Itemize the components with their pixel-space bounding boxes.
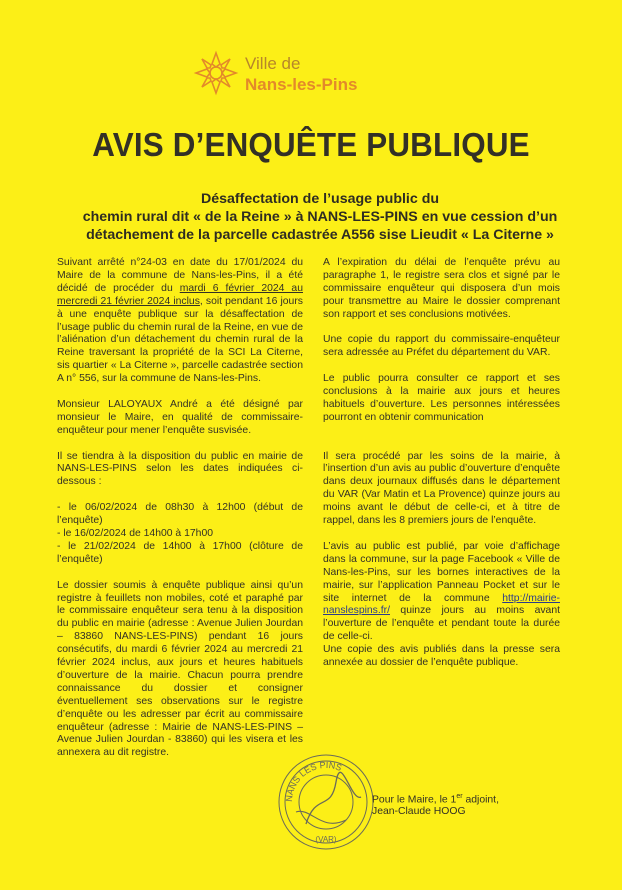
left-column — [57, 257, 303, 773]
paragraph-annex: Une copie des avis publiés dans la presse sera annexée au dossier de l’enquête publique. — [323, 644, 560, 669]
logo-line-ville: Ville de — [245, 54, 301, 73]
date-item: - le 21/02/2024 de 14h00 à 17h00 (clôture de l’enquête) — [57, 540, 303, 565]
notice-subtitle — [40, 190, 600, 244]
permanence-dates — [57, 502, 303, 567]
signatory-name: Jean-Claude HOOG — [372, 806, 466, 817]
paragraph-press: Il sera procédé par les soins de la mairie, à l’insertion d’un avis au public d’ouverture d’enquête dans deux journaux diffusés dans le département du VAR (Var Matin et La Provence) quinze jours au moins avant le début de celle-ci, et à titre de rappel, dans les 8 premiers jours de l’enquête. — [323, 450, 560, 527]
signature-role: Pour le Maire, le 1er adjoint, — [372, 793, 499, 806]
svg-text:NANS LES PINS — [284, 760, 343, 802]
subtitle-line-1: Désaffectation de l’usage public du — [200, 191, 440, 207]
inquiry-dates-underlined: mardi 6 février 2024 au mercredi 21 février 2024 inclus — [57, 282, 303, 307]
town-logo — [193, 50, 393, 100]
paragraph-consultation: Le public pourra consulter ce rapport et ses conclusions à la mairie aux jours et heures habituels d’ouverture. Les personnes intéressées pourront en obtenir communication — [323, 373, 560, 423]
paragraph-decree: Suivant arrêté n°24-03 en date du 17/01/2024 du Maire de la commune de Nans-les-Pins, il a été décidé de procéder du mardi 6 février 2024 au mercredi 21 février 2024 inclus, soit pendant 16 jours à une enquête publique sur la désaffectation de l’usage public du chemin rural de la Reine, en vue de l’aliénation d’un détachement du chemin rural de la Reine traversant la propriété de la SCI La Citerne, sis quartier « La Citerne », parcelle cadastrée section A n° 556, sur la commune de Nans-les-Pins. — [57, 257, 303, 385]
stamp-text: NANS LES PINS — [283, 759, 344, 803]
stamp-bottom-text: (VAR) — [315, 835, 337, 844]
town-website-link[interactable]: http://mairie-nanslespins.fr/ — [323, 592, 560, 617]
paragraph-report-copy: Une copie du rapport du commissaire-enquêteur sera adressée au Préfet du département du VAR. — [323, 334, 560, 359]
subtitle-line-2: chemin rural dit « de la Reine » à NANS-LES-PINS en vue cession d’un — [82, 209, 558, 225]
paragraph-availability: Il se tiendra à la disposition du public en mairie de NANS-LES-PINS selon les dates indiquées ci-dessous : — [57, 450, 303, 488]
paragraph-publication: L’avis au public est publié, par voie d’affichage dans la commune, sur la page Facebook « Ville de Nans-les-Pins, sur les bornes interactives de la mairie, sur l’application Panneau Pocket et sur le site internet de la commune http://mairie-nanslespins.fr/ quinze jours au moins avant l’ouverture de l’enquête et pendant toute la durée de celle-ci. — [323, 540, 560, 643]
municipal-stamp-icon — [276, 752, 376, 852]
paragraph-commissioner: Monsieur LALOYAUX André a été désigné par monsieur le Maire, en qualité de commissaire-enquêteur pour mener l’enquête susvisée. — [57, 398, 303, 436]
paragraph-dossier: Le dossier soumis à enquête publique ainsi qu’un registre à feuillets non mobiles, coté et paraphé par le commissaire enquêteur sera tenu à la disposition du public en mairie (adresse : Avenue Julien Jourdan – 83860 NANS-LES-PINS) pendant 16 jours consécutifs, du mardi 6 février 2024 au mercredi 21 février 2024 inclus, aux jours et heures habituels d’ouverture de la mairie. Chacun pourra prendre connaissance du dossier et consigner éventuellement ses observations sur le registre d’enquête ou les adresser par écrit au commissaire enquêteur (adresse : Mairie de NANS-LES-PINS – Avenue Julien Jourdan - 83860) qui les visera et les annexera au dit registre. — [57, 579, 303, 759]
page-title: AVIS D’ENQUÊTE PUBLIQUE — [92, 126, 530, 163]
right-column — [323, 257, 560, 683]
subtitle-line-3: détachement de la parcelle cadastrée A556 sise Lieudit « La Citerne » — [86, 227, 554, 243]
sun-flower-icon — [193, 50, 239, 96]
paragraph-expiration: A l’expiration du délai de l’enquête prévu au paragraphe 1, le registre sera clos et signé par le commissaire enquêteur qui disposera d’un mois pour transmettre au Maire le dossier comprenant son rapport et ses conclusions motivées. — [323, 257, 560, 320]
date-item: - le 16/02/2024 de 14h00 à 17h00 — [57, 527, 213, 539]
date-item: - le 06/02/2024 de 08h30 à 12h00 (début de l’enquête) — [57, 502, 303, 527]
logo-line-town-name: Nans-les-Pins — [245, 75, 358, 94]
